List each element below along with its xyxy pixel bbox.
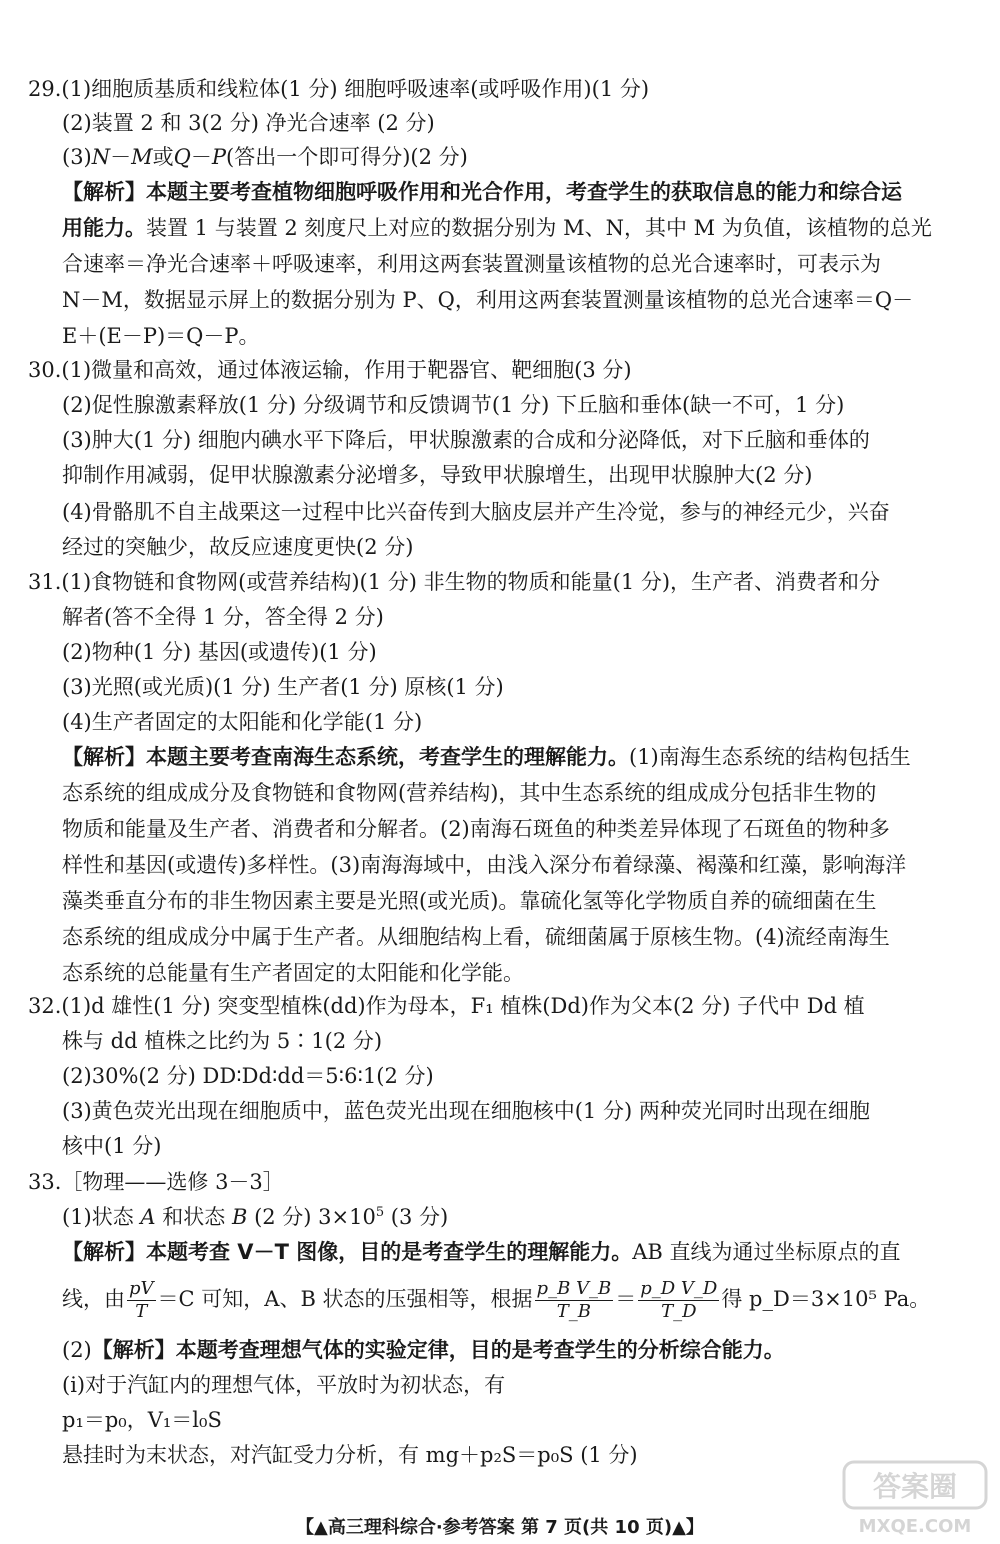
q29-line-3: (3)N－M或Q－P(答出一个即可得分)(2 分) — [62, 145, 468, 169]
q29-analysis-1: 【解析】本题主要考查植物细胞呼吸作用和光合作用，考查学生的获取信息的能力和综合运 — [62, 180, 902, 204]
q33-step-3: 悬挂时为末状态，对汽缸受力分析，有 mg＋p₂S＝p₀S (1 分) — [62, 1443, 638, 1467]
q29-line-2: (2)装置 2 和 3(2 分) 净光合速率 (2 分) — [62, 111, 435, 135]
q33-part2-header: (2)【解析】本题考查理想气体的实验定律，目的是考查学生的分析综合能力。 — [62, 1338, 785, 1362]
q31-analysis-5: 藻类垂直分布的非生物因素主要是光照(或光质)。靠硫化氢等化学物质自养的硫细菌在生 — [62, 889, 877, 913]
q33-line-2: (1)状态 A 和状态 B (2 分) $3\times 10^5$ (3 分) — [62, 1205, 449, 1229]
q32-line-1: 32.(1)d 雄性(1 分) 突变型植株(dd)作为母本，F₁ 植株(Dd)作为父本(2 分) 子代中 Dd 植 — [28, 994, 865, 1018]
q32-line-2: 株与 dd 植株之比约为 5∶1(2 分) — [62, 1029, 383, 1053]
svg-text:答案圈: 答案圈 — [872, 1470, 958, 1503]
q33-line-1: 33.［物理——选修 3－3］ — [28, 1170, 284, 1194]
q31-analysis-2: 态系统的组成成分及食物链和食物网(营养结构)，其中生态系统的组成成分包括非生物的 — [62, 781, 877, 805]
q29-analysis-5: E＋(E－P)＝Q－P。 — [62, 324, 260, 348]
q33-step-1: (ⅰ)对于汽缸内的理想气体，平放时为初状态，有 — [62, 1373, 506, 1397]
q33-analysis-1: 【解析】本题考查 V－T 图像，目的是考查学生的理解能力。AB 直线为通过坐标原点的直 — [62, 1240, 901, 1264]
page-footer: 【▲高三理科综合·参考答案 第 7 页(共 10 页)▲】 — [296, 1517, 704, 1538]
q31-line-1: 31.(1)食物链和食物网(或营养结构)(1 分) 非生物的物质和能量(1 分)，生产者、消费者和分 — [28, 570, 881, 594]
q33-step-2: p₁＝p₀，V₁＝l₀S — [62, 1408, 222, 1432]
fraction-pb-vb-tb: $\frac{\text{p\_B V\_B}}{T\_B}$ — [536, 1278, 612, 1322]
q29-analysis-3: 合速率＝净光合速率＋呼吸速率，利用这两套装置测量该植物的总光合速率时，可表示为 — [62, 252, 881, 276]
q30-line-3: (3)肿大(1 分) 细胞内碘水平下降后，甲状腺激素的合成和分泌降低，对下丘脑和垂体的 — [62, 428, 870, 452]
q31-analysis-6: 态系统的组成成分中属于生产者。从细胞结构上看，硫细菌属于原核生物。(4)流经南海生 — [62, 925, 890, 949]
q32-line-5: 核中(1 分) — [62, 1134, 162, 1158]
q30-line-4: 抑制作用减弱，促甲状腺激素分泌增多，导致甲状腺增生，出现甲状腺肿大(2 分) — [62, 463, 813, 487]
q31-line-4: (3)光照(或光质)(1 分) 生产者(1 分) 原核(1 分) — [62, 675, 504, 699]
q29-line-1: 29.(1)细胞质基质和线粒体(1 分) 细胞呼吸速率(或呼吸作用)(1 分) — [28, 77, 650, 101]
q31-analysis-4: 样性和基因(或遗传)多样性。(3)南海海域中，由浅入深分布着绿藻、褐藻和红藻，影响海洋 — [62, 853, 907, 877]
fraction-pd-vd-td: $\frac{\text{p\_D V\_D}}{T\_D}$ — [640, 1278, 718, 1322]
q31-analysis-1: 【解析】本题主要考查南海生态系统，考查学生的理解能力。(1)南海生态系统的结构包括生 — [62, 745, 911, 769]
fraction-pv-t: $\frac{pV}{T}$ — [129, 1278, 154, 1322]
q32-line-3: (2)30%(2 分) DD∶Dd∶dd＝5∶6∶1(2 分) — [62, 1064, 434, 1088]
q31-line-3: (2)物种(1 分) 基因(或遗传)(1 分) — [62, 640, 377, 664]
q29-analysis-4: N－M，数据显示屏上的数据分别为 P、Q，利用这两套装置测量该植物的总光合速率＝Q－ — [62, 288, 914, 312]
q30-line-1: 30.(1)微量和高效，通过体液运输，作用于靶器官、靶细胞(3 分) — [28, 358, 632, 382]
q31-line-5: (4)生产者固定的太阳能和化学能(1 分) — [62, 710, 423, 734]
q29-analysis-2: 用能力。装置 1 与装置 2 刻度尺上对应的数据分别为 M、N，其中 M 为负值，该植物的总光 — [62, 216, 932, 240]
q31-analysis-7: 态系统的总能量有生产者固定的太阳能和化学能。 — [62, 961, 524, 985]
q30-line-5: (4)骨骼肌不自主战栗这一过程中比兴奋传到大脑皮层并产生冷觉，参与的神经元少，兴奋 — [62, 500, 890, 524]
watermark-logo — [840, 1458, 990, 1538]
q33-analysis-2: 线，由 $\frac{pV}{T}$ ＝C 可知，A、B 状态的压强相等，根据 $\frac{\text{p\_B V\_B}}{T\_B}$ ＝ $\frac{\text{p\_D V\_D}}{T\_D}$ 得 p_D＝3×10⁵ Pa。 — [62, 1278, 931, 1322]
q32-line-4: (3)黄色荧光出现在细胞质中，蓝色荧光出现在细胞核中(1 分) 两种荧光同时出现在细胞 — [62, 1099, 870, 1123]
q30-line-2: (2)促性腺激素释放(1 分) 分级调节和反馈调节(1 分) 下丘脑和垂体(缺一不可，1 分) — [62, 393, 845, 417]
q31-line-2: 解者(答不全得 1 分，答全得 2 分) — [62, 605, 384, 629]
svg-text:MXQE.COM: MXQE.COM — [858, 1516, 972, 1537]
q30-line-6: 经过的突触少，故反应速度更快(2 分) — [62, 535, 414, 559]
q31-analysis-3: 物质和能量及生产者、消费者和分解者。(2)南海石斑鱼的种类差异体现了石斑鱼的物种多 — [62, 817, 890, 841]
